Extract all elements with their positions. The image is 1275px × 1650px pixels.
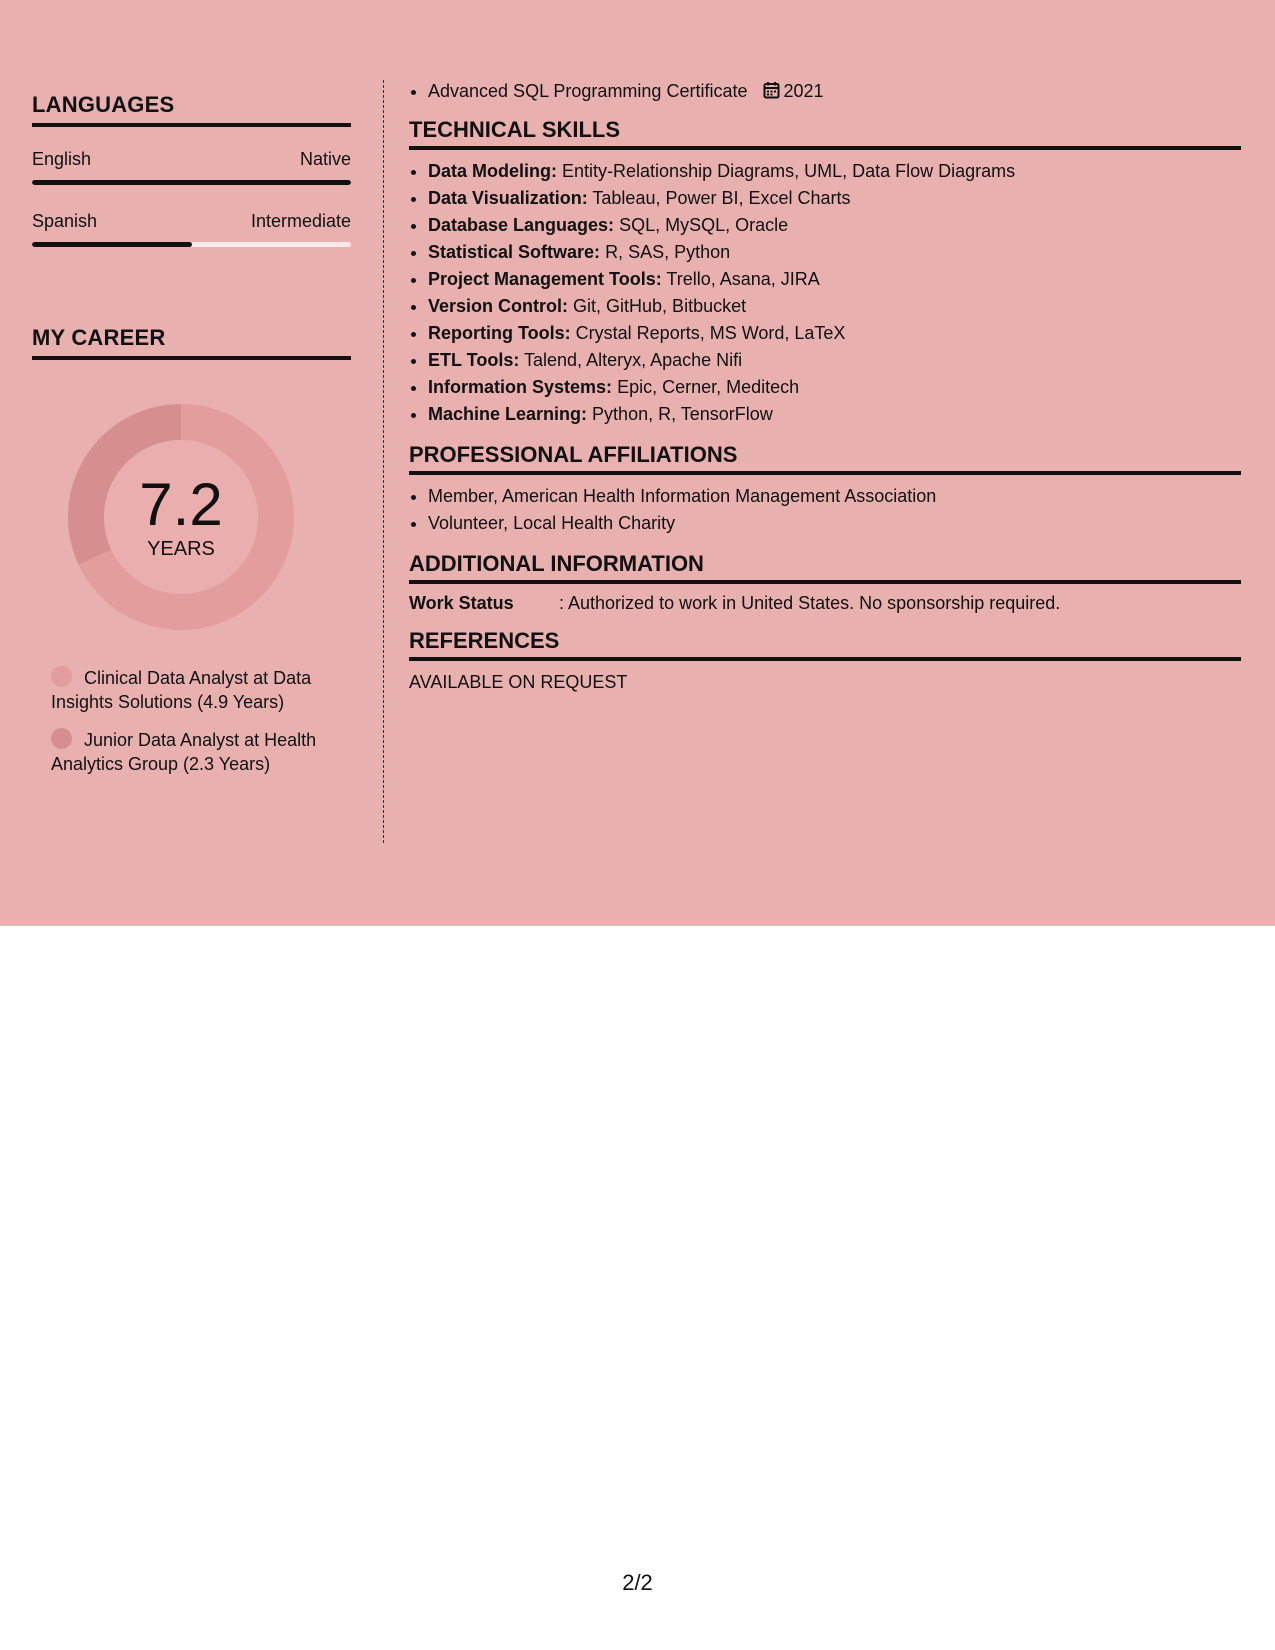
page-number: 2/2 bbox=[622, 1570, 653, 1595]
additional-information-heading: ADDITIONAL INFORMATION bbox=[409, 551, 1241, 584]
certification-name: Advanced SQL Programming Certificate bbox=[428, 81, 748, 101]
skill-value: Epic, Cerner, Meditech bbox=[617, 377, 800, 397]
technical-skills-list bbox=[409, 158, 1241, 428]
skill-item bbox=[428, 266, 1241, 293]
career-total-years: 7.2 bbox=[139, 470, 223, 538]
additional-information-section bbox=[409, 551, 1241, 614]
skill-label: Reporting Tools: bbox=[428, 323, 571, 343]
skill-item bbox=[428, 293, 1241, 320]
technical-skills-heading: TECHNICAL SKILLS bbox=[409, 117, 1241, 150]
language-name: English bbox=[32, 149, 92, 169]
career-legend-item bbox=[51, 666, 331, 714]
skill-item bbox=[428, 347, 1241, 374]
certification-year: 2021 bbox=[783, 81, 824, 101]
skill-value: Tableau, Power BI, Excel Charts bbox=[592, 188, 851, 208]
career-legend-label: Clinical Data Analyst at Data Insights Solutions (4.9 Years) bbox=[51, 668, 312, 712]
skill-item bbox=[428, 158, 1241, 185]
skill-item bbox=[428, 212, 1241, 239]
career-donut-chart bbox=[66, 402, 296, 632]
skill-label: Project Management Tools: bbox=[428, 269, 662, 289]
affiliations-heading: PROFESSIONAL AFFILIATIONS bbox=[409, 442, 1241, 475]
skill-item bbox=[428, 185, 1241, 212]
certification-list bbox=[409, 78, 1241, 107]
calendar-icon bbox=[763, 80, 780, 107]
work-status-row bbox=[409, 593, 1241, 614]
skill-label: Database Languages: bbox=[428, 215, 615, 235]
skill-value: R, SAS, Python bbox=[605, 242, 731, 262]
skill-value: Trello, Asana, JIRA bbox=[666, 269, 820, 289]
skill-item bbox=[428, 320, 1241, 347]
skill-label: Version Control: bbox=[428, 296, 569, 316]
language-level: Intermediate bbox=[250, 211, 351, 231]
career-legend-label: Junior Data Analyst at Health Analytics Group (2.3 Years) bbox=[51, 730, 317, 774]
language-proficiency-fill bbox=[32, 180, 351, 185]
skill-label: Data Modeling: bbox=[428, 161, 557, 181]
language-level: Native bbox=[299, 149, 351, 169]
language-name: Spanish bbox=[32, 211, 98, 231]
affiliation-item: • Member, American Health Information Management Association bbox=[428, 483, 1241, 510]
language-proficiency-fill bbox=[32, 242, 192, 247]
language-proficiency-bar bbox=[32, 180, 351, 185]
skill-value: Crystal Reports, MS Word, LaTeX bbox=[575, 323, 846, 343]
skill-value: SQL, MySQL, Oracle bbox=[619, 215, 789, 235]
legend-dot-icon bbox=[51, 728, 72, 749]
skill-label: Machine Learning: bbox=[428, 404, 588, 424]
skill-label: Data Visualization: bbox=[428, 188, 588, 208]
right-column bbox=[409, 78, 1241, 693]
skill-label: ETL Tools: bbox=[428, 350, 520, 370]
skill-item bbox=[428, 239, 1241, 266]
skill-value: Entity-Relationship Diagrams, UML, Data Flow Diagrams bbox=[562, 161, 1016, 181]
affiliation-item: • Volunteer, Local Health Charity bbox=[428, 510, 1241, 537]
skill-label: Information Systems: bbox=[428, 377, 613, 397]
language-proficiency-bar bbox=[32, 242, 351, 247]
career-heading: MY CAREER bbox=[32, 325, 351, 360]
language-english bbox=[32, 149, 351, 185]
certification-item bbox=[428, 78, 1241, 107]
skill-item bbox=[428, 401, 1241, 428]
column-divider bbox=[383, 80, 384, 843]
career-total-unit: YEARS bbox=[147, 537, 215, 560]
skill-item bbox=[428, 374, 1241, 401]
career-legend-item bbox=[51, 728, 331, 776]
skill-value: Talend, Alteryx, Apache Nifi bbox=[524, 350, 743, 370]
career-legend bbox=[32, 666, 331, 776]
references-heading: REFERENCES bbox=[409, 628, 1241, 661]
skill-value: Python, R, TensorFlow bbox=[592, 404, 773, 424]
skill-label: Statistical Software: bbox=[428, 242, 601, 262]
languages-heading: LANGUAGES bbox=[32, 92, 351, 127]
affiliations-list bbox=[409, 483, 1241, 537]
technical-skills-section bbox=[409, 117, 1241, 428]
left-column bbox=[32, 92, 351, 790]
skill-value: Git, GitHub, Bitbucket bbox=[573, 296, 747, 316]
affiliations-section bbox=[409, 442, 1241, 537]
references-text: AVAILABLE ON REQUEST bbox=[409, 672, 628, 692]
references-section bbox=[409, 628, 1241, 693]
language-spanish bbox=[32, 211, 351, 247]
legend-dot-icon bbox=[51, 666, 72, 687]
work-status-value: : Authorized to work in United States. No sponsorship required. bbox=[559, 593, 1061, 613]
work-status-label: Work Status bbox=[409, 593, 514, 613]
